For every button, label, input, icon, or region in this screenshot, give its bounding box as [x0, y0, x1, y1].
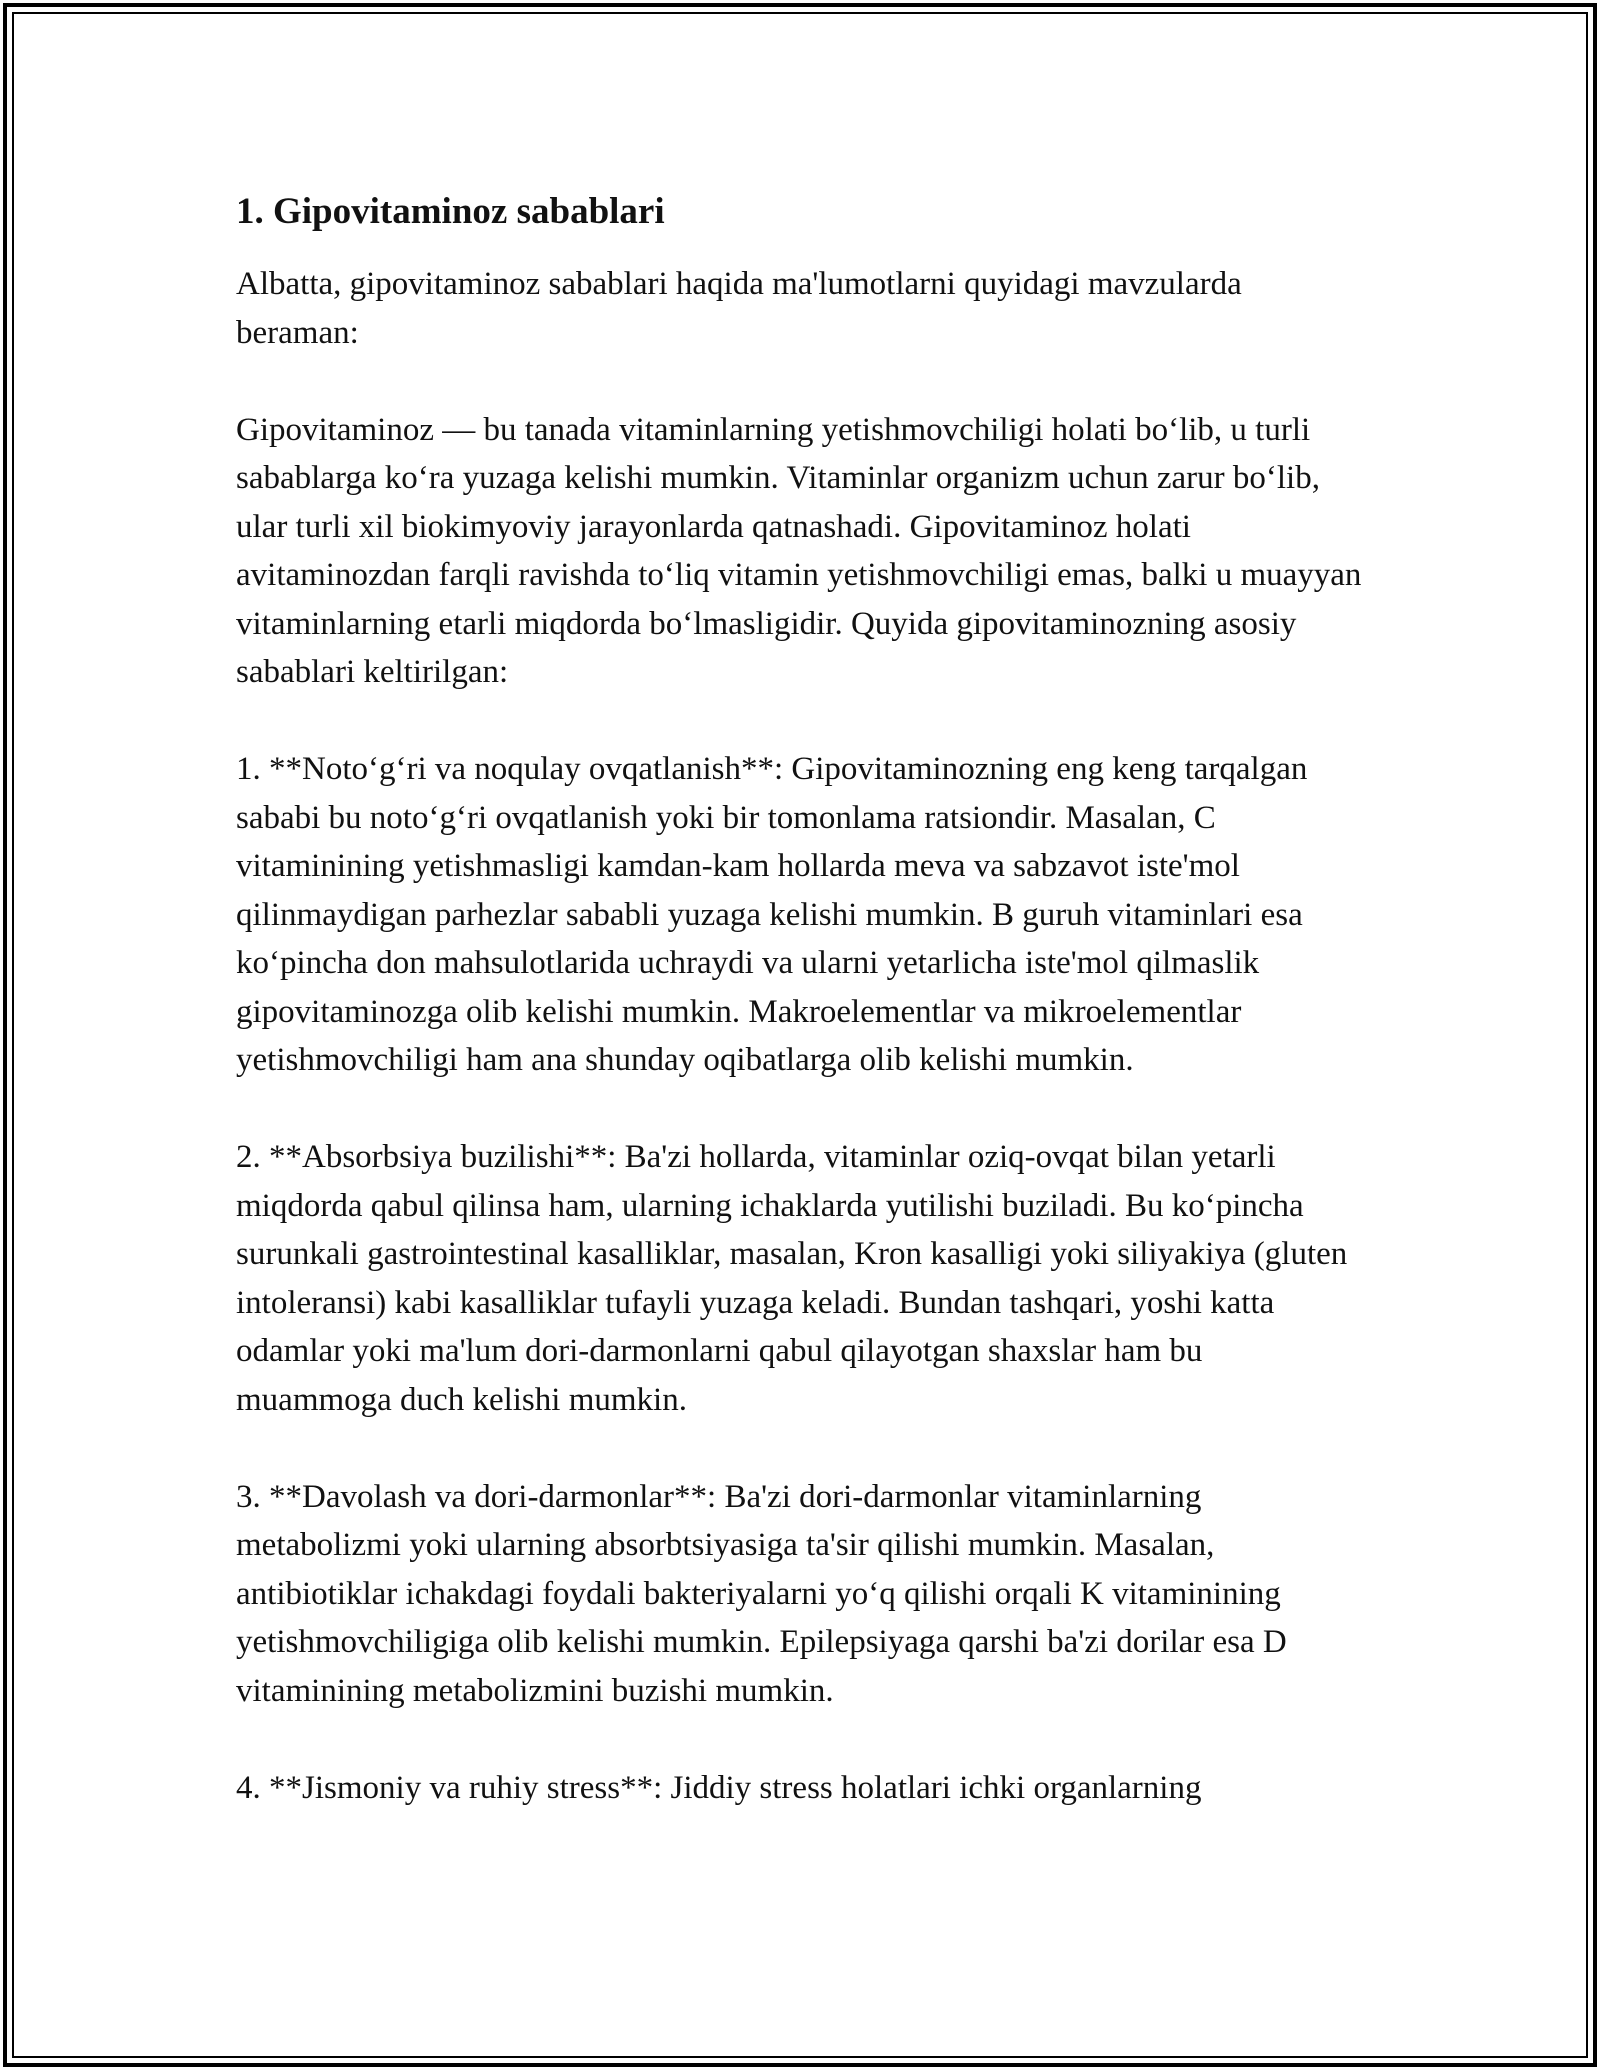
document-page	[236, 188, 1366, 1812]
intro-paragraph: Albatta, gipovitaminoz sabablari haqida ma'lumotlarni quyidagi mavzularda beraman:	[236, 266, 1242, 351]
cause-item-stress: 4. **Jismoniy va ruhiy stress**: Jiddiy stress holatlari ichki organlarning	[236, 1769, 1202, 1806]
cause-item-nutrition: 1. **Notoʻgʻri va noqulay ovqatlanish**: Gipovitaminozning eng keng tarqalgan sababi bu notoʻgʻri ovqatlanish yoki bir tomonlama ratsiondir. Masalan, C vitaminining yetishmasligi kamdan-kam hollarda meva va sabzavot iste'mol qilinmaydigan parhezlar sababli yuzaga kelishi mumkin. B guruh vitaminlari esa koʻpincha don mahsulotlarida uchraydi va ularni yetarlicha iste'mol qilmaslik gipovitaminozga olib kelishi mumkin. Makroelementlar va mikroelementlar yetishmovchiligi ham ana shunday oqibatlarga olib kelishi mumkin.	[236, 751, 1308, 1078]
definition-paragraph: Gipovitaminoz — bu tanada vitaminlarning yetishmovchiligi holati boʻlib, u turli sabablarga koʻra yuzaga kelishi mumkin. Vitaminlar organizm uchun zarur boʻlib, ular turli xil biokimyoviy jarayonlarda qatnashadi. Gipovitaminoz holati avitaminozdan farqli ravishda toʻliq vitamin yetishmovchiligi emas, balki u muayyan vitaminlarning etarli miqdorda boʻlmasligidir. Quyida gipovitaminozning asosiy sabablari keltirilgan:	[236, 411, 1362, 690]
cause-item-absorption: 2. **Absorbsiya buzilishi**: Ba'zi hollarda, vitaminlar oziq-ovqat bilan yetarli miqdorda qabul qilinsa ham, ularning ichaklarda yutilishi buziladi. Bu koʻpincha surunkali gastrointestinal kasalliklar, masalan, Kron kasalligi yoki siliyakiya (gluten intoleransi) kabi kasalliklar tufayli yuzaga keladi. Bundan tashqari, yoshi katta odamlar yoki ma'lum dori-darmonlarni qabul qilayotgan shaxslar ham bu muammoga duch kelishi mumkin.	[236, 1139, 1348, 1418]
cause-item-medications: 3. **Davolash va dori-darmonlar**: Ba'zi dori-darmonlar vitaminlarning metabolizmi yoki ularning absorbtsiyasiga ta'sir qilishi mumkin. Masalan, antibiotiklar ichakdagi foydali bakteriyalarni yoʻq qilishi orqali K vitaminining yetishmovchiligiga olib kelishi mumkin. Epilepsiyaga qarshi ba'zi dorilar esa D vitaminining metabolizmini buzishi mumkin.	[236, 1478, 1287, 1709]
document-title: 1. Gipovitaminoz sabablari	[236, 191, 665, 232]
